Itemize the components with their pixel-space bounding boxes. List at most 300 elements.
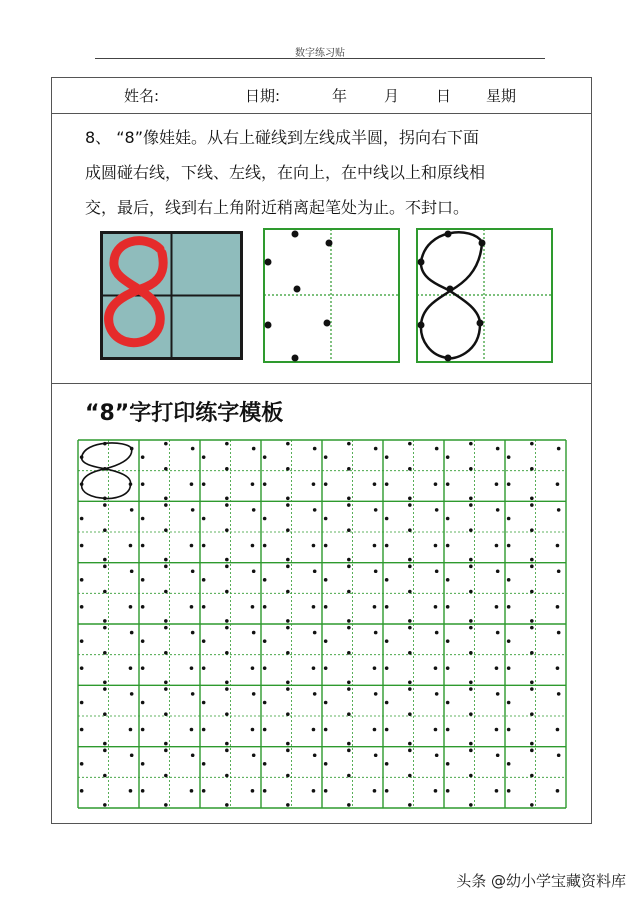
guide-dot: [530, 803, 534, 807]
guide-dot: [408, 619, 412, 623]
guide-dot: [385, 789, 389, 793]
guide-dot: [495, 544, 499, 548]
guide-dot: [286, 712, 290, 716]
guide-dot: [507, 544, 511, 548]
guide-dot: [129, 789, 133, 793]
guide-dot: [374, 508, 378, 512]
guide-dot: [385, 517, 389, 521]
guide-dot: [556, 482, 560, 486]
guide-dot: [225, 626, 229, 630]
guide-dot: [225, 687, 229, 691]
name-label: 姓名:: [124, 87, 160, 105]
guide-dot: [507, 455, 511, 459]
guide-dot: [347, 712, 351, 716]
guide-dot: [434, 605, 438, 609]
year-label: 年: [332, 87, 348, 105]
guide-dot: [373, 544, 377, 548]
guide-dot: [469, 712, 473, 716]
guide-dot: [191, 692, 195, 696]
month-label: 月: [384, 87, 400, 105]
guide-dot: [286, 442, 290, 446]
guide-dot: [164, 503, 168, 507]
guide-dot: [530, 626, 534, 630]
guide-dot: [202, 544, 206, 548]
guide-dot: [202, 517, 206, 521]
instruction-line-3: 交，最后，线到右上角附近稍离起笔处为止。不封口。: [85, 198, 470, 217]
guide-dot: [530, 467, 534, 471]
guide-dot: [225, 528, 229, 532]
guide-dot: [312, 666, 316, 670]
guide-dot: [252, 753, 256, 757]
guide-dot: [530, 496, 534, 500]
guide-dot: [286, 565, 290, 569]
guide-dot: [141, 728, 145, 732]
guide-dot: [103, 712, 107, 716]
guide-dot: [495, 789, 499, 793]
guide-dot: [408, 528, 412, 532]
guide-dot: [324, 639, 328, 643]
guide-dot: [347, 680, 351, 684]
guide-dot: [557, 508, 561, 512]
guide-dot: [446, 605, 450, 609]
guide-dot: [190, 728, 194, 732]
guide-dot: [286, 558, 290, 562]
guide-dot: [434, 666, 438, 670]
guide-dot: [130, 447, 134, 451]
guide-dot: [286, 774, 290, 778]
guide-dot: [286, 651, 290, 655]
guide-dot: [252, 508, 256, 512]
guide-dot: [446, 666, 450, 670]
guide-dot: [507, 578, 511, 582]
guide-dot: [103, 680, 107, 684]
guide-dot: [435, 753, 439, 757]
template-title: “8”字打印练字模板: [85, 401, 284, 426]
guide-dot: [347, 496, 351, 500]
guide-dot: [80, 517, 84, 521]
guide-dot: [225, 774, 229, 778]
guide-dot: [191, 753, 195, 757]
guide-dot: [251, 605, 255, 609]
guide-dot: [373, 666, 377, 670]
guide-dot: [202, 762, 206, 766]
guide-dot: [103, 687, 107, 691]
guide-dot: [385, 455, 389, 459]
guide-dot: [313, 447, 317, 451]
guide-dot: [324, 482, 328, 486]
guide-dot: [496, 631, 500, 635]
guide-dot: [263, 639, 267, 643]
guide-dot: [374, 692, 378, 696]
guide-dot: [202, 666, 206, 670]
guide-dot: [313, 508, 317, 512]
guide-dot: [385, 639, 389, 643]
guide-dot: [556, 605, 560, 609]
guide-dot: [374, 569, 378, 573]
guide-dot: [469, 590, 473, 594]
guide-dot: [191, 508, 195, 512]
guide-dot: [446, 482, 450, 486]
guide-dot: [141, 578, 145, 582]
guide-dot: [557, 631, 561, 635]
guide-dot: [103, 803, 107, 807]
guide-dot: [141, 517, 145, 521]
example-filled-8: [100, 231, 243, 360]
guide-dot: [190, 544, 194, 548]
guide-dot: [80, 701, 84, 705]
guide-dot: [507, 639, 511, 643]
guide-dot: [469, 626, 473, 630]
guide-dot: [130, 569, 134, 573]
guide-dot: [347, 742, 351, 746]
guide-dot: [191, 569, 195, 573]
guide-dot: [557, 692, 561, 696]
guide-dot: [507, 728, 511, 732]
guide-dot: [324, 578, 328, 582]
guide-dot: [324, 517, 328, 521]
guide-dot: [347, 749, 351, 753]
guide-dot: [202, 701, 206, 705]
guide-dot: [324, 605, 328, 609]
guide-dot: [408, 803, 412, 807]
guide-dot: [469, 528, 473, 532]
guide-dot: [385, 701, 389, 705]
guide-dot: [446, 728, 450, 732]
guide-dot: [385, 728, 389, 732]
guide-dot: [164, 442, 168, 446]
guide-dot: [347, 528, 351, 532]
guide-dot: [263, 482, 267, 486]
guide-dot: [495, 666, 499, 670]
guide-dot: [408, 680, 412, 684]
guide-dot: [408, 626, 412, 630]
guide-dot: [263, 666, 267, 670]
guide-dot: [530, 749, 534, 753]
guide-dot: [191, 631, 195, 635]
guide-dot: [164, 680, 168, 684]
guide-dot: [225, 558, 229, 562]
guide-dot: [202, 789, 206, 793]
guide-dot: [190, 666, 194, 670]
guide-dot: [190, 482, 194, 486]
guide-dot: [286, 503, 290, 507]
guide-dot: [225, 467, 229, 471]
guide-dot: [191, 447, 195, 451]
guide-dot: [313, 631, 317, 635]
guide-dot: [190, 789, 194, 793]
guide-dot: [103, 496, 107, 500]
guide-dot: [263, 578, 267, 582]
guide-dot: [385, 605, 389, 609]
guide-dot: [141, 605, 145, 609]
guide-dot: [129, 728, 133, 732]
guide-dot: [286, 749, 290, 753]
worksheet: [51, 77, 592, 824]
guide-dot: [374, 447, 378, 451]
guide-dot: [129, 482, 133, 486]
guide-dot: [312, 728, 316, 732]
guide-dot: [530, 528, 534, 532]
guide-dot: [130, 508, 134, 512]
guide-dot: [408, 442, 412, 446]
guide-dot: [435, 508, 439, 512]
day-label: 日: [436, 87, 452, 105]
guide-dot: [530, 442, 534, 446]
section-divider: [52, 383, 591, 384]
guide-dot: [286, 742, 290, 746]
guide-dot: [202, 639, 206, 643]
guide-dot: [164, 528, 168, 532]
guide-dot: [374, 753, 378, 757]
guide-dot: [408, 712, 412, 716]
guide-dot: [164, 565, 168, 569]
date-label: 日期:: [245, 87, 281, 105]
guide-dot: [469, 558, 473, 562]
guide-dot: [496, 692, 500, 696]
guide-dot: [263, 517, 267, 521]
guide-dot: [225, 619, 229, 623]
guide-dot: [507, 482, 511, 486]
guide-dot: [263, 544, 267, 548]
guide-dot: [164, 626, 168, 630]
guide-dot: [129, 605, 133, 609]
guide-dot: [495, 728, 499, 732]
guide-dot: [324, 666, 328, 670]
guide-dot: [80, 482, 84, 486]
guide-dot: [286, 619, 290, 623]
guide-dot: [164, 558, 168, 562]
guide-dot: [435, 447, 439, 451]
weekday-label: 星期: [486, 87, 517, 105]
guide-dot: [530, 712, 534, 716]
guide-dot: [496, 753, 500, 757]
guide-dot: [446, 639, 450, 643]
guide-dot: [164, 651, 168, 655]
guide-dot: [530, 565, 534, 569]
guide-dot: [225, 680, 229, 684]
guide-dot: [469, 774, 473, 778]
guide-dot: [385, 482, 389, 486]
guide-dot: [556, 544, 560, 548]
guide-dot: [469, 651, 473, 655]
guide-dot: [103, 626, 107, 630]
guide-dot: [408, 558, 412, 562]
guide-dot: [374, 631, 378, 635]
guide-dot: [446, 455, 450, 459]
guide-dot: [373, 789, 377, 793]
guide-dot: [313, 753, 317, 757]
guide-dot: [129, 544, 133, 548]
guide-dot: [103, 528, 107, 532]
guide-dot: [263, 789, 267, 793]
guide-dot: [435, 569, 439, 573]
guide-dot: [129, 666, 133, 670]
guide-dot: [507, 605, 511, 609]
guide-dot: [324, 728, 328, 732]
guide-dot: [141, 639, 145, 643]
guide-dot: [313, 569, 317, 573]
guide-dot: [347, 651, 351, 655]
guide-dot: [347, 626, 351, 630]
guide-dot: [507, 789, 511, 793]
guide-dot: [408, 496, 412, 500]
guide-dot: [434, 728, 438, 732]
guide-dot: [496, 447, 500, 451]
guide-dot: [312, 544, 316, 548]
guide-dot: [251, 666, 255, 670]
guide-dot: [263, 605, 267, 609]
guide-dot: [263, 728, 267, 732]
guide-dot: [408, 503, 412, 507]
guide-dot: [469, 803, 473, 807]
guide-dot: [252, 692, 256, 696]
guide-dot: [469, 503, 473, 507]
guide-dot: [286, 680, 290, 684]
guide-dot: [80, 578, 84, 582]
guide-dot: [252, 447, 256, 451]
guide-dot: [385, 666, 389, 670]
guide-dot: [141, 482, 145, 486]
guide-dot: [408, 565, 412, 569]
guide-dot: [80, 789, 84, 793]
guide-dot: [469, 687, 473, 691]
guide-dot: [225, 496, 229, 500]
guide-dot: [80, 728, 84, 732]
guide-dot: [408, 651, 412, 655]
guide-dot: [434, 482, 438, 486]
guide-dot: [347, 803, 351, 807]
guide-dot: [507, 517, 511, 521]
guide-dot: [408, 742, 412, 746]
guide-dot: [347, 558, 351, 562]
guide-dot: [164, 687, 168, 691]
guide-dot: [164, 712, 168, 716]
guide-dot: [164, 774, 168, 778]
guide-dot: [496, 569, 500, 573]
guide-dot: [385, 578, 389, 582]
guide-dot: [141, 762, 145, 766]
practice-grid: [76, 438, 568, 810]
guide-dot: [164, 749, 168, 753]
guide-dot: [496, 508, 500, 512]
guide-dot: [530, 558, 534, 562]
guide-dot: [80, 455, 84, 459]
example-traced-8: [416, 228, 553, 363]
instruction-text: [85, 120, 565, 225]
guide-dot: [80, 605, 84, 609]
guide-dot: [141, 789, 145, 793]
guide-dot: [324, 789, 328, 793]
guide-dot: [103, 442, 107, 446]
guide-dot: [469, 442, 473, 446]
guide-dot: [469, 680, 473, 684]
guide-dot: [141, 701, 145, 705]
guide-dot: [507, 701, 511, 705]
guide-dot: [557, 753, 561, 757]
guide-dot: [251, 482, 255, 486]
guide-dot: [446, 517, 450, 521]
guide-dot: [385, 762, 389, 766]
guide-dot: [469, 565, 473, 569]
guide-dot: [141, 455, 145, 459]
instruction-line-1: 8、 “8”像娃娃。从右上碰线到左线成半圆，拐向右下面: [85, 128, 480, 147]
guide-dot: [80, 666, 84, 670]
guide-dot: [347, 687, 351, 691]
guide-dot: [263, 455, 267, 459]
watermark: 头条 @幼小学宝藏资料库: [456, 872, 626, 890]
guide-dot: [164, 467, 168, 471]
guide-dot: [530, 742, 534, 746]
guide-dot: [103, 774, 107, 778]
guide-dot: [408, 590, 412, 594]
guide-dot: [469, 467, 473, 471]
guide-dot: [446, 701, 450, 705]
title-rule: [95, 58, 545, 59]
guide-dot: [286, 528, 290, 532]
guide-dot: [103, 742, 107, 746]
guide-dot: [530, 680, 534, 684]
guide-dot: [347, 619, 351, 623]
guide-dot: [103, 467, 107, 471]
guide-dot: [373, 482, 377, 486]
running-title: 数字练习贴: [295, 48, 345, 59]
guide-dot: [202, 578, 206, 582]
guide-dot: [530, 651, 534, 655]
guide-dot: [103, 651, 107, 655]
guide-dot: [202, 455, 206, 459]
guide-dot: [225, 742, 229, 746]
guide-dot: [263, 701, 267, 705]
guide-dot: [530, 590, 534, 594]
guide-dot: [507, 666, 511, 670]
guide-dot: [408, 774, 412, 778]
guide-dot: [557, 569, 561, 573]
guide-dot: [324, 455, 328, 459]
guide-dot: [408, 749, 412, 753]
guide-dot: [530, 619, 534, 623]
guide-dot: [347, 565, 351, 569]
guide-dot: [103, 558, 107, 562]
guide-dot: [286, 687, 290, 691]
guide-dot: [130, 692, 134, 696]
guide-dot: [373, 605, 377, 609]
guide-dot: [252, 631, 256, 635]
guide-dot: [435, 631, 439, 635]
guide-dot: [446, 578, 450, 582]
guide-dot: [495, 482, 499, 486]
guide-dot: [312, 605, 316, 609]
guide-dot: [507, 762, 511, 766]
guide-dot: [225, 442, 229, 446]
guide-dot: [469, 742, 473, 746]
guide-dot: [202, 728, 206, 732]
guide-dot: [408, 687, 412, 691]
guide-dot: [434, 544, 438, 548]
guide-dot: [130, 753, 134, 757]
guide-dot: [202, 605, 206, 609]
guide-dot: [164, 803, 168, 807]
guide-dot: [347, 774, 351, 778]
guide-dot: [225, 590, 229, 594]
guide-dot: [530, 687, 534, 691]
guide-dot: [225, 503, 229, 507]
guide-dot: [530, 503, 534, 507]
guide-dot: [469, 619, 473, 623]
guide-dot: [251, 789, 255, 793]
guide-dot: [556, 728, 560, 732]
guide-dot: [80, 544, 84, 548]
guide-dot: [347, 467, 351, 471]
